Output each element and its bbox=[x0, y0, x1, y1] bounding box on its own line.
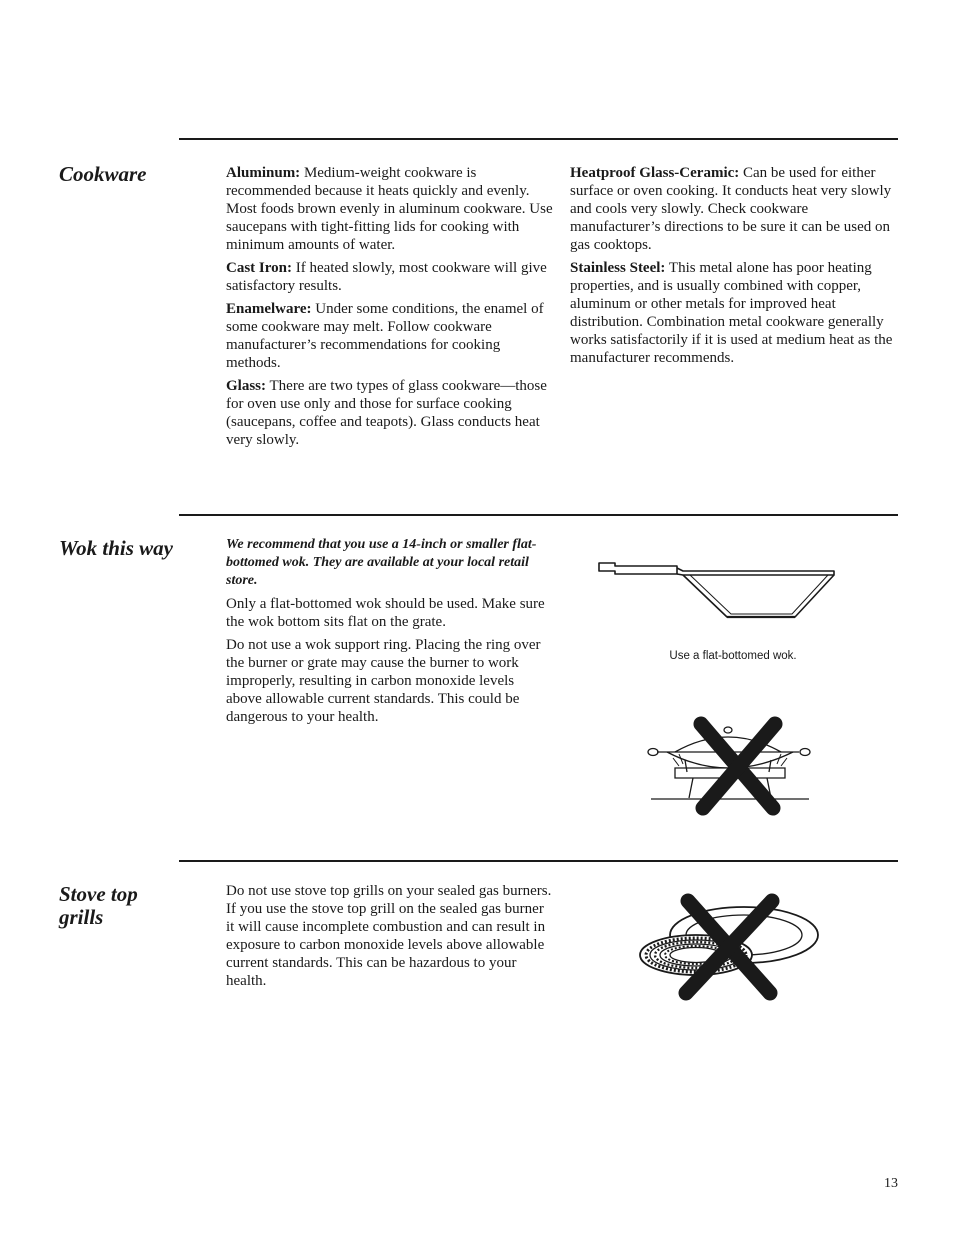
aluminum-paragraph: Aluminum: Medium-weight cookware is recommended because it heats quickly and evenly. Most foods brown evenly in aluminum cookware. Use saucepans with tight-fitting lids for cooking with minimum amounts of water. bbox=[226, 165, 553, 253]
cookware-divider bbox=[179, 138, 898, 140]
grills-divider bbox=[179, 860, 898, 862]
cookware-heading: Cookware bbox=[59, 162, 147, 186]
cookware-column-right bbox=[570, 164, 898, 372]
glass-paragraph: Glass: There are two types of glass cookware—those for oven use only and those for surface cooking (saucepans, coffee and teapots). Glass conducts heat very slowly. bbox=[226, 378, 547, 448]
stainless-term: Stainless Steel: bbox=[570, 260, 666, 276]
enamelware-term: Enamelware: bbox=[226, 301, 312, 317]
enamelware-paragraph: Enamelware: Under some conditions, the enamel of some cookware may melt. Follow cookware manufacturer’s recommendations for cooking methods. bbox=[226, 301, 544, 371]
glass-ceramic-paragraph: Heatproof Glass-Ceramic: Can be used for either surface or oven cooking. It conducts heat very slowly and cools very slowly. Check cookware manufacturer’s directions to be sure it can be used on gas cooktops. bbox=[570, 165, 892, 253]
cookware-column-left bbox=[226, 164, 554, 454]
page-number: 13 bbox=[884, 1176, 898, 1191]
cast-iron-paragraph: Cast Iron: If heated slowly, most cookware will give satisfactory results. bbox=[226, 260, 547, 294]
wok-support-ring-crossed-icon bbox=[645, 716, 815, 816]
cast-iron-term: Cast Iron: bbox=[226, 260, 292, 276]
stove-top-grill-crossed-icon bbox=[636, 893, 821, 1003]
grills-heading: Stove top grills bbox=[59, 882, 138, 929]
wok-divider bbox=[179, 514, 898, 516]
glass-ceramic-term: Heatproof Glass-Ceramic: bbox=[570, 165, 740, 181]
grills-paragraph: Do not use stove top grills on your sealed gas burners. If you use the stove top grill on the sealed gas burner it will cause incomplete combustion and can result in exposure to carbon monoxide levels above allowable current standards. This can be hazardous to your health. bbox=[226, 883, 552, 989]
glass-term: Glass: bbox=[226, 378, 267, 394]
wok-lead: We recommend that you use a 14-inch or smaller flat-bottomed wok. They are available at your local retail store. bbox=[226, 537, 537, 588]
wok-paragraph-2: Do not use a wok support ring. Placing the ring over the burner or grate may cause the burner to work improperly, resulting in carbon monoxide levels above allowable current standards. This could be dangerous to your health. bbox=[226, 637, 541, 725]
grills-column bbox=[226, 882, 552, 995]
wok-heading: Wok this way bbox=[59, 536, 173, 560]
stainless-paragraph: Stainless Steel: This metal alone has poor heating properties, and is usually combined with copper, aluminum or other metals for improved heat distribution. Combination metal cookware generally works satisfactorily if it is used at medium heat as the manufacturer recommends. bbox=[570, 260, 893, 366]
wok-paragraph-1: Only a flat-bottomed wok should be used. Make sure the wok bottom sits flat on the grate. bbox=[226, 596, 545, 630]
flat-bottomed-wok-icon bbox=[597, 558, 837, 618]
wok-caption: Use a flat-bottomed wok. bbox=[669, 650, 797, 662]
wok-column bbox=[226, 536, 552, 731]
aluminum-term: Aluminum: bbox=[226, 165, 301, 181]
